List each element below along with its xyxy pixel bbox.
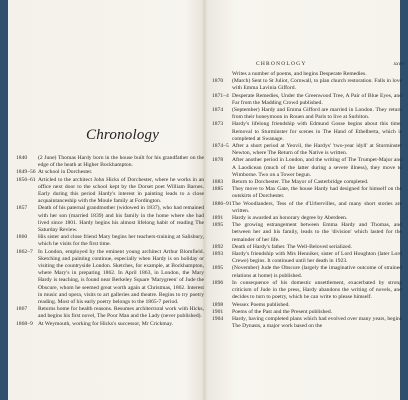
entry-text: Hardy, having completed plans which had evolved over many years, begins The Dynasts, a major work based on the [232,315,402,330]
entry-year: 1849–56 [16,169,36,176]
chronology-entry [212,78,402,92]
entry-year: 1886–91 [212,200,232,207]
chronology-entry [212,157,402,179]
entry-text: After another period in London, and the writing of The Trumpet-Major and A Laodicean (much of the latter during a severe illness), they move to Wimborne. Two on a Tower begun. [232,157,402,178]
entry-text: (2 June) Thomas Hardy born in the house built for his grandfather on the edge of the heath at Higher Bockhampton. [38,155,204,169]
entry-text: Death of Hardy's father. The Well-Beloved serialized. [232,243,352,250]
entry-year: 1868–9 [16,320,33,327]
chronology-entry [16,321,204,328]
chronology-entry [16,249,204,307]
chronology-entry [16,169,204,176]
chronology-entry [16,155,204,169]
chapter-title: Chronology [86,127,160,143]
chronology-entry [212,93,402,107]
entry-text: Articled to the architect John Hicks of Dorchester, where he works in an office next door to the school kept by the Dorset poet William Barnes. Early during this period Hardy's interest in painting leads to a close acquaintanceship with the Moule family at Fordington. [38,176,204,205]
entry-year: 1874 [212,107,224,114]
chronology-entry [212,121,402,143]
entry-text: (November) Jude the Obscure (largely the imaginative outcome of strained relations at home) is published. [232,265,402,279]
entry-year: 1840 [16,155,28,161]
entry-year: 1893 [212,251,224,258]
entry-text: At Weymouth, working for Hicks's successor, Mr Crickmay. [38,320,174,327]
right-entry-list [212,71,402,330]
chronology-entry [212,309,402,316]
entry-text: Writes a number of poems, and begins Desperate Remedies. [232,71,367,77]
entry-year: 1891 [212,215,224,222]
entry-text: Return to Dorchester. The Mayor of Casterbridge completed. [232,179,369,186]
running-head-title: CHRONOLOGY [256,61,307,67]
entry-text: Death of his paternal grandmother (widowed in 1837), who had remained with her son (married 1839) and his family in the home where she had lived since 1801. Hardy begins his almost lifelong habit of reading The Saturday Review. [38,205,204,234]
entry-year: 1898 [212,301,224,308]
chronology-entry [212,201,402,215]
left-entry-list [16,155,204,328]
chronology-entry [212,244,402,251]
entry-text: After a short period at Yeovil, the Hardys' 'two-year idyll' at Sturminster Newton, where The Return of the Native is written. [232,143,402,157]
entry-year: 1904 [212,315,224,322]
chronology-entry [212,280,402,302]
book-spread [8,0,404,400]
entry-text: (September) Hardy and Emma Gifford are married in London. They return from their honeymoon in Rouen and Paris to live at Surbiton. [232,107,402,121]
chronology-entry [16,234,204,248]
chronology-entry [212,302,402,309]
entry-year: 1896 [212,279,224,286]
entry-year [212,71,232,78]
left-page [16,0,204,400]
entry-year: 1870 [212,78,224,85]
entry-year: 1901 [212,308,224,315]
chronology-entry [16,205,204,234]
entry-text: His sister and close friend Mary begins her teachers-training at Salisbury, which he visits for the first time. [38,234,204,248]
entry-text: In London, employed by the eminent young architect Arthur Blomfield. Sketching and painting continue, especially when Hardy is on holiday or visiting the countryside London. Sketches, for example, at Bockhampton, where Mary's in preparing 1862. In April 1863, in London, the Mary Hardy is teaching, is found near Berkeley Square 'Marygreen' of Jude the Obscure, whom he seemed great worth again at Christmas, 1862. Interest in music and opera, visits to art galleries and theatre. Begins to try poetry reading. Most of his early poetry belongs to the 1865-7 period. [38,248,204,306]
chronology-entry [212,222,402,244]
right-page [212,0,408,400]
entry-year: 1867 [16,306,28,313]
entry-year: 1860 [16,234,28,241]
entry-year: 1883 [212,179,224,186]
entry-text: The Woodlanders, Tess of the d'Urbervilles, and many short stories are written. [232,200,402,214]
entry-text: Returns home for health reasons. Resumes architectural work with Hicks, and begins his first novel, The Poor Man and the Lady (never published). [38,306,204,320]
entry-text: (March) Sent to St Juliot, Cornwall, to plan church restoration. Falls in love with Emma Lavinia Gifford. [232,78,402,92]
chronology-entry [16,306,204,320]
entry-text: They move to Max Gate, the house Hardy had designed for himself on the outskirts of Dorchester. [232,186,402,200]
entry-text: Poems of the Past and the Present published. [232,308,333,315]
entry-year: 1856–61 [16,176,36,183]
entry-text: Wessex Poems published. [232,301,290,308]
chronology-entry [212,316,402,330]
entry-year: 1862–7 [16,248,33,255]
entry-year: 1878 [212,157,224,164]
entry-text: Hardy's friendship with Mrs Henniker, sister of Lord Houghton (later Lord Crewe) begins. It continued until her death in 1923. [232,251,402,265]
chronology-entry [16,177,204,206]
entry-year: 1873 [212,121,224,128]
chronology-entry [212,215,402,222]
entry-year: 1895 [212,265,224,272]
chronology-entry [212,251,402,265]
chronology-entry [212,265,402,279]
entry-year: 1895 [212,222,224,229]
entry-text: Desperate Remedies, Under the Greenwood Tree, A Pair of Blue Eyes, and Far from the Madding Crowd published. [232,92,402,106]
entry-year: 1874–5 [212,143,229,150]
entry-text: At school in Dorchester. [38,169,93,176]
entry-year: 1857 [16,205,28,212]
entry-text: Hardy is awarded an honorary degree by Aberdeen. [232,215,348,222]
entry-year: 1871–4 [212,92,229,99]
entry-year: 1892 [212,243,224,250]
chronology-entry [212,186,402,200]
page-number: xxvii [393,61,404,67]
chronology-entry [212,143,402,157]
entry-text: Hardy's lifelong friendship with Edmund Gosse begins about this time. Removal to Sturminster for scenes in The Hand of Ethelberta, which is completed at Swanage. [232,121,402,142]
entry-text: In consequence of his domestic unsettlement, exacerbated by strong criticism of Jude in the press, Hardy abandons the writing of novels, and decides to turn to poetry, which he can write to please himself. [232,279,402,301]
chronology-entry [212,107,402,121]
entry-year: 1885 [212,186,224,193]
entry-text: The growing estrangement between Emma Hardy and Thomas, and between her and his family, leads to the 'division' which lasted for the remainder of her life. [232,222,402,243]
